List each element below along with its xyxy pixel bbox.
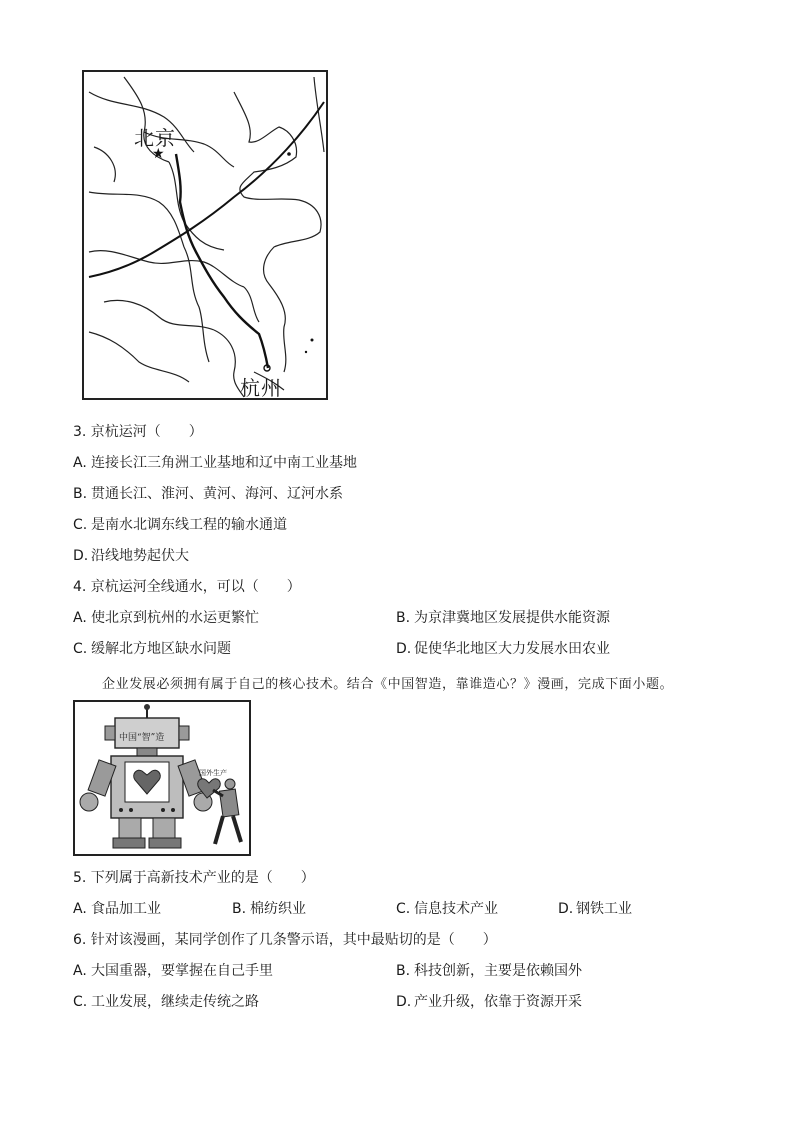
option-letter: A.: [73, 901, 87, 917]
option-letter: D.: [396, 994, 412, 1010]
option-letter: B.: [232, 901, 247, 917]
option-letter: C.: [73, 994, 88, 1010]
beijing-label: 北京: [134, 126, 176, 150]
option-letter: B.: [396, 963, 411, 979]
option-text: 促使华北地区大力发展水田农业: [414, 641, 610, 657]
robot-head-text: 中国“智”造: [119, 733, 165, 743]
q5-option-a[interactable]: [73, 900, 161, 918]
option-letter: B.: [73, 486, 88, 502]
q5-stem: 5. 下列属于高新技术产业的是（ ）: [73, 870, 315, 886]
beijing-star-icon: ★: [152, 146, 165, 162]
q5-option-d[interactable]: [558, 900, 632, 918]
q6-option-d[interactable]: [396, 993, 582, 1011]
comic-drawing: [75, 702, 249, 854]
q4-option-a[interactable]: [73, 609, 259, 627]
q3-option-b[interactable]: [73, 485, 343, 503]
map-drawing: [84, 72, 326, 398]
q3-option-d[interactable]: [73, 547, 189, 565]
option-text: 产业升级，依靠于资源开采: [414, 994, 582, 1010]
option-letter: B.: [396, 610, 411, 626]
q3-option-a[interactable]: [73, 454, 357, 472]
option-text: 科技创新，主要是依赖国外: [414, 963, 582, 979]
q4-option-d[interactable]: [396, 640, 610, 658]
q6-option-c[interactable]: [73, 993, 259, 1011]
option-letter: D.: [396, 641, 412, 657]
option-text: 棉纺织业: [250, 901, 306, 917]
heart-tag-text: 国外生产: [199, 769, 227, 777]
option-letter: C.: [396, 901, 411, 917]
q6-option-a[interactable]: [73, 962, 273, 980]
option-text: 为京津冀地区发展提供水能资源: [414, 610, 610, 626]
q6-option-b[interactable]: [396, 962, 582, 980]
option-text: 连接长江三角洲工业基地和辽中南工业基地: [91, 455, 357, 471]
option-text: 食品加工业: [91, 901, 161, 917]
option-text: 缓解北方地区缺水问题: [91, 641, 231, 657]
robot-comic-figure: [73, 700, 251, 856]
option-text: 钢铁工业: [576, 901, 632, 917]
hangzhou-label: 杭州: [240, 376, 282, 400]
option-letter: C.: [73, 641, 88, 657]
option-letter: D.: [73, 548, 89, 564]
option-letter: C.: [73, 517, 88, 533]
q3-stem: 3. 京杭运河（ ）: [73, 424, 203, 440]
q6-stem: 6. 针对该漫画，某同学创作了几条警示语，其中最贴切的是（ ）: [73, 932, 497, 948]
option-text: 是南水北调东线工程的输水通道: [91, 517, 287, 533]
option-text: 信息技术产业: [414, 901, 498, 917]
q3-option-c[interactable]: [73, 516, 287, 534]
q5-option-b[interactable]: [232, 900, 306, 918]
comic-intro-text: 企业发展必须拥有属于自己的核心技术。结合《中国智造，靠谁造心？》漫画，完成下面小题。: [102, 677, 674, 692]
option-text: 大国重器，要掌握在自己手里: [91, 963, 273, 979]
option-text: 沿线地势起伏大: [91, 548, 189, 564]
q4-option-b[interactable]: [396, 609, 610, 627]
option-text: 使北京到杭州的水运更繁忙: [91, 610, 259, 626]
option-letter: A.: [73, 455, 87, 471]
canal-map-figure: [82, 70, 328, 400]
option-letter: A.: [73, 610, 87, 626]
option-text: 工业发展，继续走传统之路: [91, 994, 259, 1010]
q5-option-c[interactable]: [396, 900, 498, 918]
q4-stem: 4. 京杭运河全线通水，可以（ ）: [73, 579, 301, 595]
option-text: 贯通长江、淮河、黄河、海河、辽河水系: [91, 486, 343, 502]
q4-option-c[interactable]: [73, 640, 231, 658]
option-letter: D.: [558, 901, 574, 917]
option-letter: A.: [73, 963, 87, 979]
